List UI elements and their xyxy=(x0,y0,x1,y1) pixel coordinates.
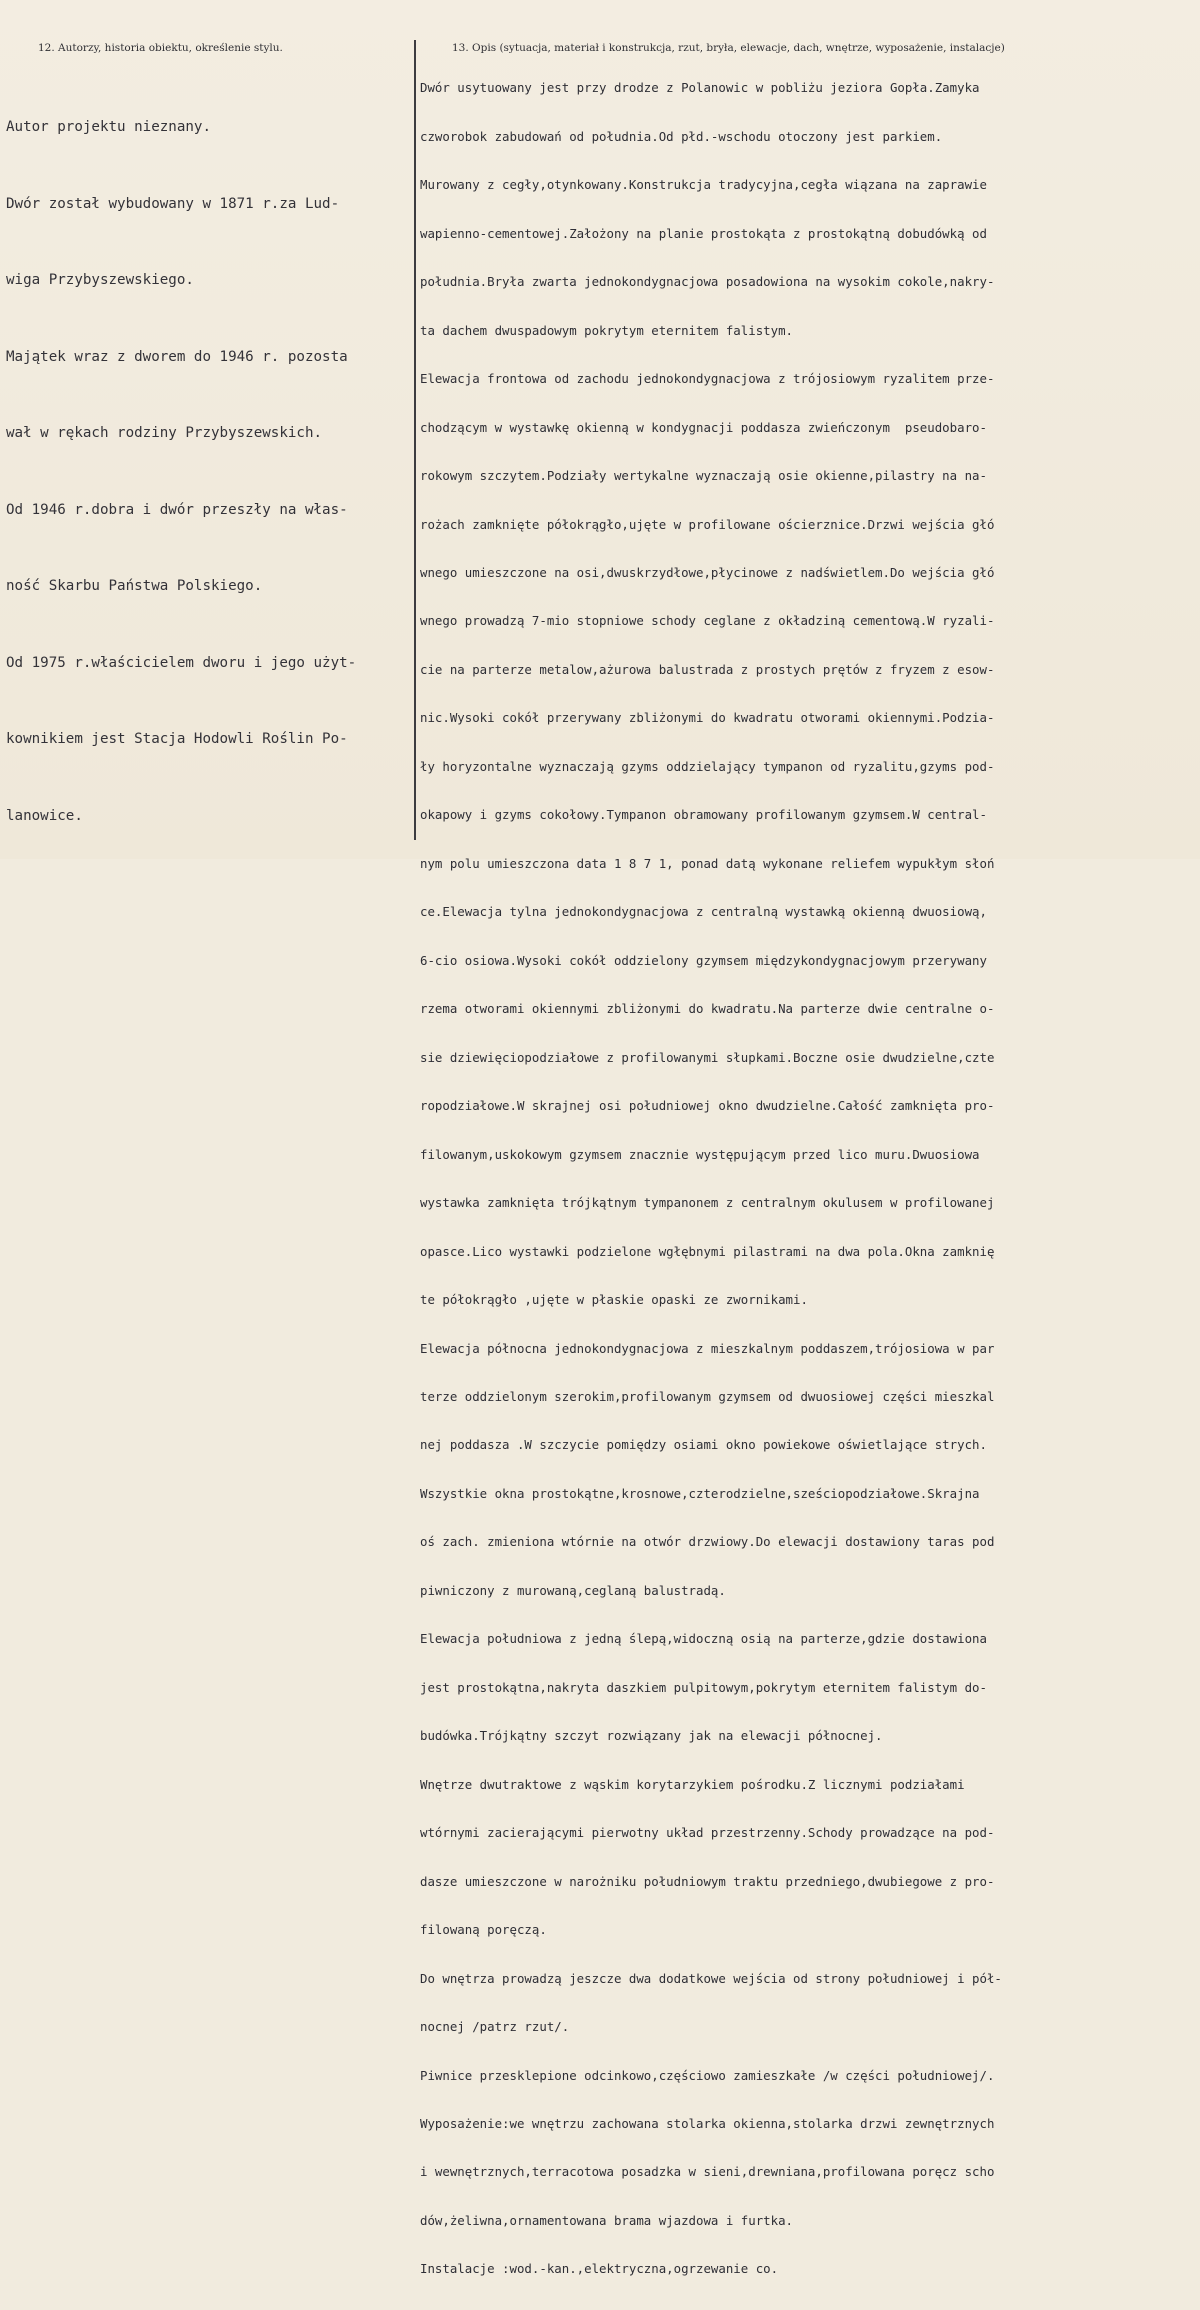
text-line: nic.Wysoki cokół przerywany zbliżonymi do kwadratu otworami okiennymi.Podzia- xyxy=(420,710,995,726)
text-line: Dwór usytuowany jest przy drodze z Polanowic w pobliżu jeziora Gopła.Zamyka xyxy=(420,80,980,96)
text-line: Autor projektu nieznany. xyxy=(6,119,211,135)
section-12-text xyxy=(6,64,406,880)
text-line: Wszystkie okna prostokątne,krosnowe,czterodzielne,sześciopodziałowe.Skrajna xyxy=(420,1485,980,1501)
text-line: wiga Przybyszewskiego. xyxy=(6,272,194,288)
text-line: wapienno-cementowej.Założony na planie prostokąta z prostokątną dobudówką od xyxy=(420,225,987,241)
text-line: Od 1975 r.właścicielem dworu i jego użyt- xyxy=(6,654,357,671)
text-line: Wyposażenie:we wnętrzu zachowana stolarka okienna,stolarka drzwi zewnętrznych xyxy=(420,2116,995,2131)
text-line: Wnętrze dwutraktowe z wąskim korytarzykiem pośrodku.Z licznymi podziałami xyxy=(420,1776,965,1792)
text-line: wtórnymi zacierającymi pierwotny układ przestrzenny.Schody prowadzące na pod- xyxy=(420,1825,995,1841)
text-line: ność Skarbu Państwa Polskiego. xyxy=(6,578,263,594)
text-line: Elewacja frontowa od zachodu jednokondygnacjowa z trójosiowym ryzalitem prze- xyxy=(420,371,995,387)
text-line: wnego umieszczone na osi,dwuskrzydłowe,płycinowe z nadświetlem.Do wejścia głó xyxy=(420,565,995,580)
text-line: jest prostokątna,nakryta daszkiem pulpitowym,pokrytym eternitem falistym do- xyxy=(420,1679,987,1695)
text-line: te półokrągło ,ujęte w płaskie opaski ze zwornikami. xyxy=(420,1292,808,1308)
text-line: Piwnice przesklepione odcinkowo,częściowo zamieszkałe /w części południowej/. xyxy=(420,2067,995,2083)
text-line: kownikiem jest Stacja Hodowli Roślin Po- xyxy=(6,731,348,747)
text-line: wnego prowadzą 7-mio stopniowe schody ceglane z okładziną cementową.W ryzali- xyxy=(420,613,995,629)
text-line: Do wnętrza prowadzą jeszcze dwa dodatkowe wejścia od strony południowej i pół- xyxy=(420,1970,1002,1986)
text-line: wał w rękach rodziny Przybyszewskich. xyxy=(6,425,323,441)
text-line: dów,żeliwna,ornamentowana brama wjazdowa i furtka. xyxy=(420,2212,793,2228)
text-line: Instalacje :wod.-kan.,elektryczna,ogrzewanie co. xyxy=(420,2261,779,2277)
text-line: wystawka zamknięta trójkątnym tympanonem z centralnym okulusem w profilowanej xyxy=(420,1195,995,1211)
text-line: Murowany z cegły,otynkowany.Konstrukcja tradycyjna,cegła wiązana na zaprawie xyxy=(420,177,987,193)
text-line: rożach zamknięte półokrągło,ujęte w profilowane ościerznice.Drzwi wejścia głó xyxy=(420,516,995,532)
text-line: chodzącym w wystawkę okienną w kondygnacji poddasza zwieńczonym pseudobaro- xyxy=(420,419,987,435)
text-line: Dwór został wybudowany w 1871 r.za Lud- xyxy=(6,195,340,212)
text-line: i wewnętrznych,terracotowa posadzka w sieni,drewniana,profilowana poręcz scho xyxy=(420,2164,995,2180)
text-line: okapowy i gzyms cokołowy.Tympanon obramowany profilowanym gzymsem.W central- xyxy=(420,807,987,823)
text-line: ropodziałowe.W skrajnej osi południowej okno dwudzielne.Całość zamknięta pro- xyxy=(420,1098,995,1114)
text-line: filowaną poręczą. xyxy=(420,1922,547,1938)
text-line: nym polu umieszczona data 1 8 7 1, ponad datą wykonane reliefem wypukłym słoń xyxy=(420,855,995,871)
text-line: rokowym szczytem.Podziały wertykalne wyznaczają osie okienne,pilastry na na- xyxy=(420,468,987,484)
text-line: dasze umieszczone w narożniku południowym traktu przedniego,dwubiegowe z pro- xyxy=(420,1873,995,1889)
text-line: terze oddzielonym szerokim,profilowanym gzymsem od dwuosiowej części mieszkal xyxy=(420,1388,995,1404)
text-line: Od 1946 r.dobra i dwór przeszły na włas- xyxy=(6,501,348,518)
text-line: południa.Bryła zwarta jednokondygnacjowa posadowiona na wysokim cokole,nakry- xyxy=(420,274,995,290)
text-line: ta dachem dwuspadowym pokrytym eternitem falistym. xyxy=(420,322,793,338)
text-line: cie na parterze metalow,ażurowa balustrada z prostych prętów z fryzem z esow- xyxy=(420,661,995,677)
column-divider xyxy=(414,40,416,840)
text-line: Elewacja południowa z jedną ślepą,widoczną osią na parterze,gdzie dostawiona xyxy=(420,1631,987,1647)
text-line: nocnej /patrz rzut/. xyxy=(420,2019,570,2035)
text-line: rzema otworami okiennymi zbliżonymi do kwadratu.Na parterze dwie centralne o- xyxy=(420,1001,995,1017)
section-13-heading: 13. Opis (sytuacja, materiał i konstrukcja, rzut, bryła, elewacje, dach, wnętrze, wyposażenie, instalacje) xyxy=(452,42,1005,54)
text-line: ły horyzontalne wyznaczają gzyms oddzielający tympanon od ryzalitu,gzyms pod- xyxy=(420,758,995,774)
text-line: 6-cio osiowa.Wysoki cokół oddzielony gzymsem międzykondygnacjowym przerywany xyxy=(420,952,987,968)
text-line: Elewacja północna jednokondygnacjowa z mieszkalnym poddaszem,trójosiowa w par xyxy=(420,1340,995,1356)
text-line: lanowice. xyxy=(6,807,83,824)
text-line: budówka.Trójkątny szczyt rozwiązany jak na elewacji północnej. xyxy=(420,1728,883,1744)
text-line: filowanym,uskokowym gzymsem znacznie występującym przed lico muru.Dwuosiowa xyxy=(420,1146,980,1162)
text-line: opasce.Lico wystawki podzielone wgłębnymi pilastrami na dwa pola.Okna zamknię xyxy=(420,1243,995,1259)
section-12-heading: 12. Autorzy, historia obiektu, określenie stylu. xyxy=(38,42,283,54)
section-13-text xyxy=(420,48,1196,2310)
text-line: czworobok zabudowań od południa.Od płd.-wschodu otoczony jest parkiem. xyxy=(420,128,943,144)
text-line: oś zach. zmieniona wtórnie na otwór drzwiowy.Do elewacji dostawiony taras pod xyxy=(420,1534,995,1550)
text-line: sie dziewięciopodziałowe z profilowanymi słupkami.Boczne osie dwudzielne,czte xyxy=(420,1049,995,1065)
text-line: Majątek wraz z dworem do 1946 r. pozosta xyxy=(6,348,348,365)
text-line: ce.Elewacja tylna jednokondygnacjowa z centralną wystawką okienną dwuosiową, xyxy=(420,904,987,920)
text-line: nej poddasza .W szczycie pomiędzy osiami okno powiekowe oświetlające strych. xyxy=(420,1437,987,1453)
text-line: piwniczony z murowaną,ceglaną balustradą. xyxy=(420,1582,726,1598)
